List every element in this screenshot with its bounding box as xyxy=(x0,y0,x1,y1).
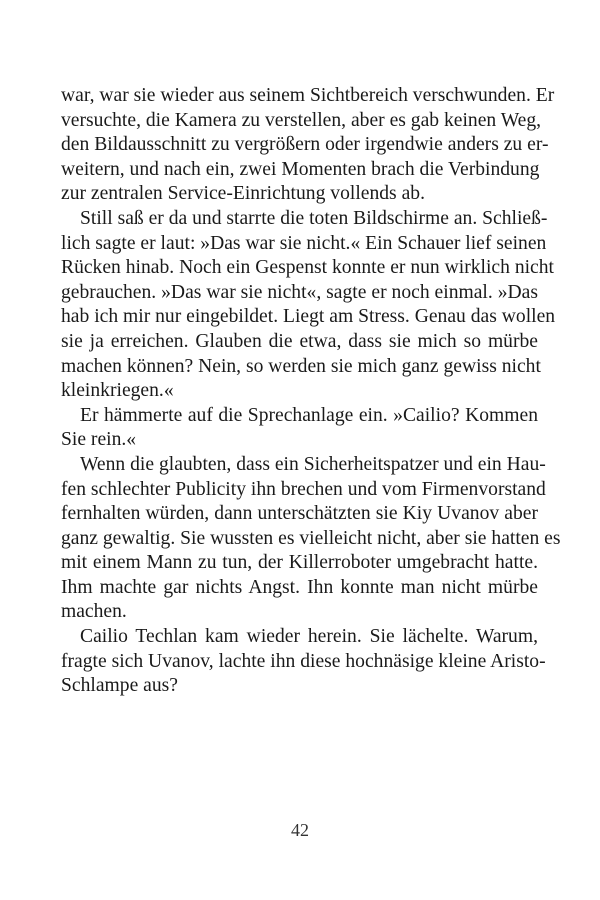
text-line: Rücken hinab. Noch ein Gespenst konnte er nun wirklich nicht xyxy=(61,257,554,279)
paragraph xyxy=(61,207,556,404)
text-line: machen. xyxy=(61,601,127,623)
text-line: mit einem Mann zu tun, der Killerroboter umgebracht hatte. xyxy=(61,552,538,574)
text-line: versuchte, die Kamera zu verstellen, aber es gab keinen Weg, xyxy=(61,109,542,131)
text-line: ganz gewaltig. Sie wussten es vielleicht nicht, aber sie hatten es xyxy=(61,527,561,549)
page-number: 42 xyxy=(291,820,309,840)
text-line: gebrauchen. »Das war sie nicht«, sagte er noch einmal. »Das xyxy=(61,281,538,303)
text-line: war, war sie wieder aus seinem Sichtbereich verschwunden. Er xyxy=(61,85,555,106)
text-line: weitern, und nach ein, zwei Momenten brach die Verbindung xyxy=(61,158,540,180)
paragraph xyxy=(61,404,538,453)
paragraph xyxy=(61,625,546,699)
text-line: sie ja erreichen. Glauben die etwa, dass sie mich so mürbe xyxy=(61,330,538,352)
text-line: zur zentralen Service-Einrichtung vollends ab. xyxy=(61,183,425,205)
paragraph xyxy=(61,453,561,625)
text-line: den Bildausschnitt zu vergrößern oder irgendwie anders zu er- xyxy=(61,134,549,156)
text-line: Wenn die glaubten, dass ein Sicherheitspatzer und ein Hau- xyxy=(80,453,546,475)
text-line: Still saß er da und starrte die toten Bildschirme an. Schließ- xyxy=(80,207,548,229)
text-line: Er hämmerte auf die Sprechanlage ein. »Cailio? Kommen xyxy=(80,404,538,426)
text-line: lich sagte er laut: »Das war sie nicht.« Ein Schauer lief seinen xyxy=(61,232,547,254)
text-line: Schlampe aus? xyxy=(61,675,178,697)
text-line: Cailio Techlan kam wieder herein. Sie lächelte. Warum, xyxy=(80,626,538,648)
text-line: hab ich mir nur eingebildet. Liegt am Stress. Genau das wollen xyxy=(61,306,556,328)
text-line: machen können? Nein, so werden sie mich ganz gewiss nicht xyxy=(61,355,541,377)
body-text xyxy=(61,84,561,699)
text-line: fernhalten würden, dann unterschätzten sie Kiy Uvanov aber xyxy=(61,503,538,525)
text-line: Ihm machte gar nichts Angst. Ihn konnte man nicht mürbe xyxy=(61,576,538,598)
text-line: fragte sich Uvanov, lachte ihn diese hochnäsige kleine Aristo- xyxy=(61,650,546,672)
paragraph xyxy=(61,84,555,207)
text-line: Sie rein.« xyxy=(61,429,137,451)
text-line: kleinkriegen.« xyxy=(61,380,174,402)
text-line: fen schlechter Publicity ihn brechen und vom Firmenvorstand xyxy=(61,478,546,500)
